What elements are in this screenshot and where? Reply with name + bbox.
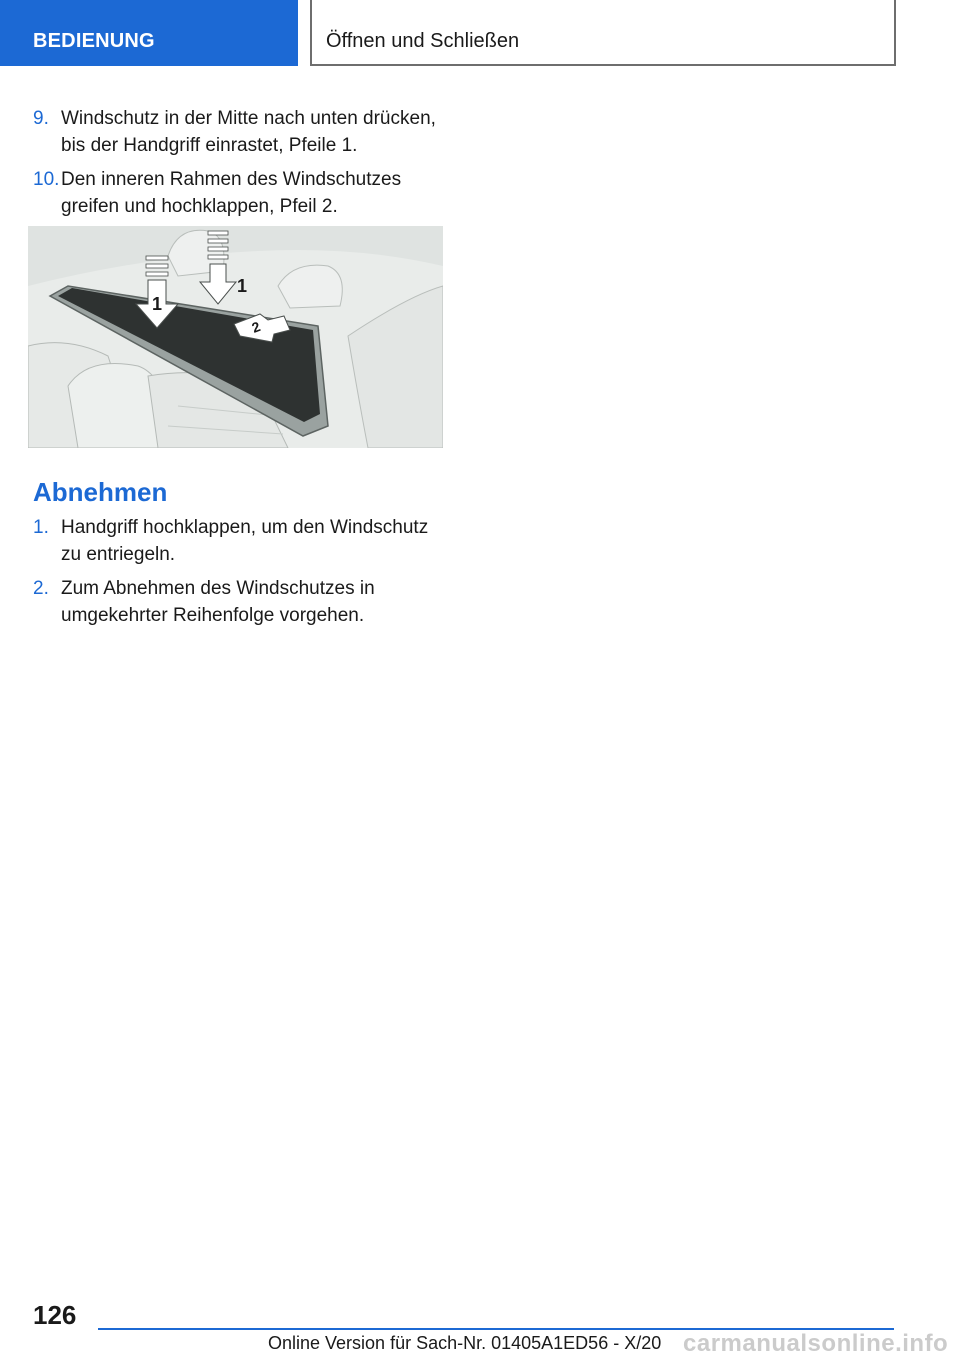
header-section-label: BEDIENUNG [33,30,155,52]
steps-list-remove [33,514,453,636]
list-item [33,105,453,159]
step-number: 2. [33,578,49,599]
figure-label: 2 [249,318,263,336]
windscreen-illustration [28,226,443,448]
figure-label: 1 [237,276,248,296]
step-text: Zum Abnehmen des Windschutzes in umgekehrter Reihenfolge vorgehen. [61,578,375,626]
header-chapter-box [310,0,896,66]
step-number: 9. [33,108,49,129]
list-item [33,166,453,220]
section-heading-abnehmen: Abnehmen [33,477,168,507]
step-text: Windschutz in der Mitte nach unten drücken, bis der Handgriff einrastet, Pfeile 1. [61,108,436,156]
step-number: 10. [33,169,60,190]
windscreen-drawing [28,226,443,448]
step-number: 1. [33,517,49,538]
page-number: 126 [33,1300,77,1330]
list-item [33,575,453,629]
list-item [33,514,453,568]
figure-label: 1 [152,294,163,314]
header-chapter-title: Öffnen und Schließen [326,30,520,52]
footer-online-version: Online Version für Sach-Nr. 01405A1ED56 - X/20 [268,1333,662,1353]
step-text: Den inneren Rahmen des Windschutzes greifen und hochklappen, Pfeil 2. [61,169,402,217]
step-text: Handgriff hochklappen, um den Windschutz zu entriegeln. [61,517,429,565]
steps-list-install [33,105,453,227]
header-section-tab [0,0,298,66]
watermark-text: carmanualsonline.info [683,1330,949,1357]
